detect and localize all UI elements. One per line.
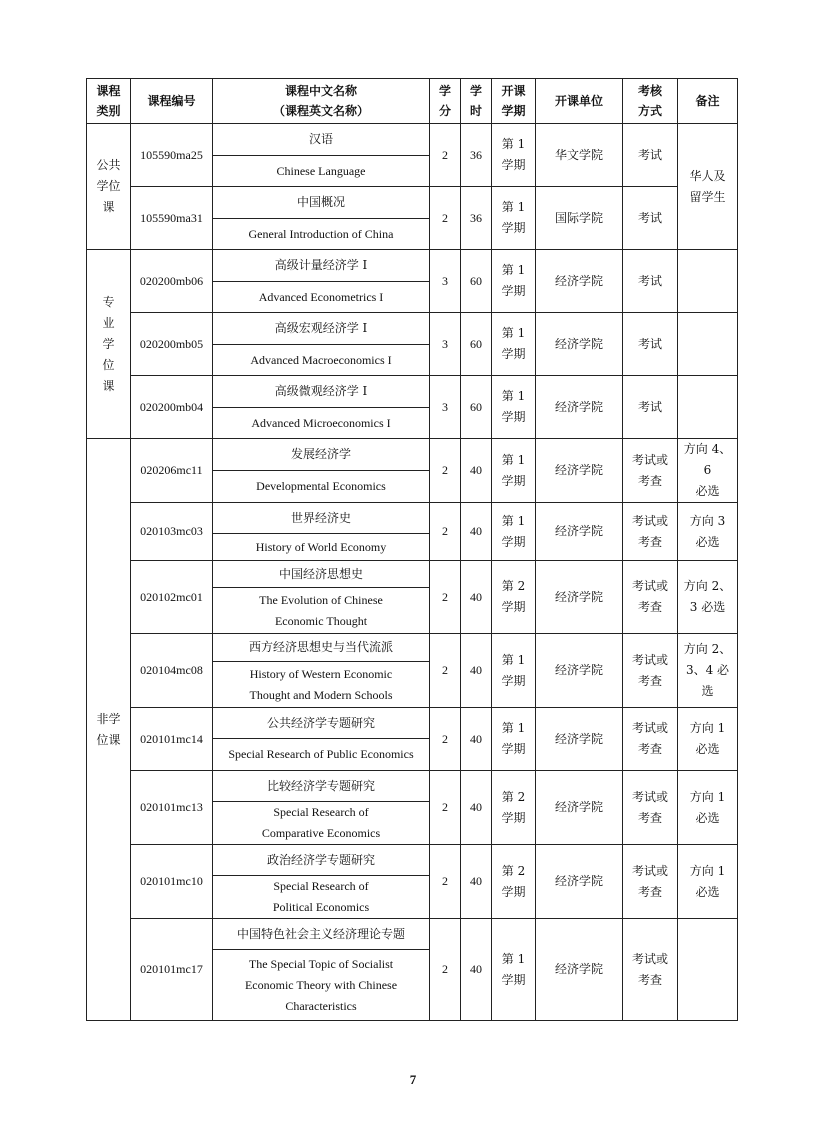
course-unit: 经济学院 (536, 708, 623, 771)
course-hours: 40 (461, 708, 492, 771)
course-term: 第 1 学期 (492, 634, 536, 708)
course-hours: 40 (461, 561, 492, 634)
course-exam: 考试或 考查 (623, 708, 678, 771)
course-hours: 40 (461, 503, 492, 561)
course-code: 020102mc01 (131, 561, 213, 634)
course-term: 第 1 学期 (492, 376, 536, 439)
course-hours: 40 (461, 845, 492, 919)
course-credits: 3 (430, 313, 461, 376)
course-note: 方向 1 必选 (678, 845, 738, 919)
course-code: 020200mb06 (131, 250, 213, 313)
course-hours: 40 (461, 919, 492, 1021)
course-hours: 36 (461, 124, 492, 187)
course-exam: 考试或 考查 (623, 561, 678, 634)
course-exam: 考试 (623, 124, 678, 187)
course-hours: 40 (461, 439, 492, 503)
course-exam: 考试 (623, 313, 678, 376)
course-name-zh: 发展经济学 (213, 439, 430, 471)
course-code: 020104mc08 (131, 634, 213, 708)
course-term: 第 1 学期 (492, 439, 536, 503)
course-table (86, 78, 738, 1021)
course-name-en: Developmental Economics (213, 471, 430, 503)
header-unit: 开课单位 (536, 79, 623, 124)
course-code: 020101mc17 (131, 919, 213, 1021)
course-term: 第 2 学期 (492, 561, 536, 634)
course-exam: 考试或 考查 (623, 503, 678, 561)
course-note: 方向 1 必选 (678, 771, 738, 845)
course-credits: 2 (430, 845, 461, 919)
course-code: 020103mc03 (131, 503, 213, 561)
course-code: 020200mb04 (131, 376, 213, 439)
course-name-zh: 高级宏观经济学 I (213, 313, 430, 345)
course-note: 方向 2、 3 必选 (678, 561, 738, 634)
course-unit: 经济学院 (536, 771, 623, 845)
table-row (87, 771, 738, 802)
table-row (87, 250, 738, 282)
course-note (678, 376, 738, 439)
course-exam: 考试 (623, 376, 678, 439)
course-exam: 考试 (623, 250, 678, 313)
course-hours: 40 (461, 771, 492, 845)
course-name-en: Advanced Econometrics I (213, 282, 430, 313)
course-name-zh: 汉语 (213, 124, 430, 156)
course-name-zh: 世界经济史 (213, 503, 430, 534)
header-code: 课程编号 (131, 79, 213, 124)
course-unit: 华文学院 (536, 124, 623, 187)
course-exam: 考试或 考查 (623, 919, 678, 1021)
table-row (87, 187, 738, 219)
course-unit: 经济学院 (536, 634, 623, 708)
course-exam: 考试或 考查 (623, 634, 678, 708)
course-code: 020206mc11 (131, 439, 213, 503)
table-row (87, 503, 738, 534)
course-term: 第 1 学期 (492, 708, 536, 771)
course-unit: 经济学院 (536, 561, 623, 634)
course-credits: 3 (430, 250, 461, 313)
course-exam: 考试或 考查 (623, 771, 678, 845)
table-row (87, 634, 738, 662)
course-name-zh: 高级微观经济学 I (213, 376, 430, 408)
course-term: 第 1 学期 (492, 187, 536, 250)
course-note: 方向 4、 6 必选 (678, 439, 738, 503)
course-credits: 3 (430, 376, 461, 439)
course-note (678, 313, 738, 376)
course-unit: 经济学院 (536, 503, 623, 561)
table-row (87, 708, 738, 739)
course-term: 第 1 学期 (492, 124, 536, 187)
course-hours: 60 (461, 376, 492, 439)
course-name-zh: 比较经济学专题研究 (213, 771, 430, 802)
course-code: 020101mc13 (131, 771, 213, 845)
header-note: 备注 (678, 79, 738, 124)
course-credits: 2 (430, 634, 461, 708)
course-note: 方向 2、 3、4 必 选 (678, 634, 738, 708)
course-term: 第 1 学期 (492, 919, 536, 1021)
course-name-en: The Evolution of Chinese Economic Thought (213, 588, 430, 634)
header-credits: 学 分 (430, 79, 461, 124)
course-credits: 2 (430, 124, 461, 187)
course-name-en: General Introduction of China (213, 219, 430, 250)
course-credits: 2 (430, 919, 461, 1021)
course-note (678, 919, 738, 1021)
course-unit: 经济学院 (536, 250, 623, 313)
course-unit: 经济学院 (536, 313, 623, 376)
course-name-en: History of Western Economic Thought and Modern Schools (213, 662, 430, 708)
course-term: 第 2 学期 (492, 771, 536, 845)
course-hours: 36 (461, 187, 492, 250)
course-term: 第 1 学期 (492, 503, 536, 561)
course-name-zh: 公共经济学专题研究 (213, 708, 430, 739)
course-note: 华人及 留学生 (678, 124, 738, 250)
course-name-zh: 西方经济思想史与当代流派 (213, 634, 430, 662)
header-term: 开课 学期 (492, 79, 536, 124)
course-name-en: Chinese Language (213, 156, 430, 187)
page-number: 7 (409, 1072, 417, 1087)
course-name-en: Advanced Macroeconomics I (213, 345, 430, 376)
course-hours: 60 (461, 313, 492, 376)
course-name-en: Special Research of Political Economics (213, 876, 430, 919)
course-credits: 2 (430, 503, 461, 561)
course-hours: 60 (461, 250, 492, 313)
course-unit: 经济学院 (536, 919, 623, 1021)
table-row (87, 124, 738, 156)
course-code: 020101mc14 (131, 708, 213, 771)
table-row (87, 439, 738, 471)
course-credits: 2 (430, 439, 461, 503)
course-unit: 经济学院 (536, 376, 623, 439)
course-code: 020200mb05 (131, 313, 213, 376)
table-row (87, 376, 738, 408)
header-category: 课程 类别 (87, 79, 131, 124)
course-exam: 考试 (623, 187, 678, 250)
course-credits: 2 (430, 187, 461, 250)
course-term: 第 1 学期 (492, 250, 536, 313)
header-name: 课程中文名称 （课程英文名称） (213, 79, 430, 124)
course-name-zh: 中国概况 (213, 187, 430, 219)
course-term: 第 2 学期 (492, 845, 536, 919)
course-name-zh: 高级计量经济学 I (213, 250, 430, 282)
course-name-en: The Special Topic of Socialist Economic Theory with Chinese Characteristics (213, 950, 430, 1021)
table-row (87, 845, 738, 876)
course-code: 105590ma25 (131, 124, 213, 187)
course-credits: 2 (430, 561, 461, 634)
course-code: 020101mc10 (131, 845, 213, 919)
course-note: 方向 1 必选 (678, 708, 738, 771)
table-row (87, 313, 738, 345)
header-hours: 学 时 (461, 79, 492, 124)
course-name-en: History of World Economy (213, 534, 430, 561)
header-row (87, 79, 738, 124)
course-term: 第 1 学期 (492, 313, 536, 376)
course-name-zh: 政治经济学专题研究 (213, 845, 430, 876)
table-row (87, 919, 738, 950)
table-row (87, 561, 738, 588)
course-exam: 考试或 考查 (623, 845, 678, 919)
course-name-zh: 中国经济思想史 (213, 561, 430, 588)
course-unit: 经济学院 (536, 845, 623, 919)
course-name-en: Special Research of Comparative Economics (213, 802, 430, 845)
course-note (678, 250, 738, 313)
course-name-en: Special Research of Public Economics (213, 739, 430, 771)
course-hours: 40 (461, 634, 492, 708)
course-name-zh: 中国特色社会主义经济理论专题 (213, 919, 430, 950)
header-exam: 考核 方式 (623, 79, 678, 124)
course-code: 105590ma31 (131, 187, 213, 250)
course-credits: 2 (430, 708, 461, 771)
course-credits: 2 (430, 771, 461, 845)
category-major: 专 业 学 位 课 (87, 250, 131, 439)
course-exam: 考试或 考查 (623, 439, 678, 503)
table-body (87, 124, 738, 1021)
course-note: 方向 3 必选 (678, 503, 738, 561)
course-unit: 国际学院 (536, 187, 623, 250)
course-name-en: Advanced Microeconomics I (213, 408, 430, 439)
category-public: 公共 学位 课 (87, 124, 131, 250)
category-nondegree: 非学 位课 (87, 439, 131, 1021)
course-unit: 经济学院 (536, 439, 623, 503)
